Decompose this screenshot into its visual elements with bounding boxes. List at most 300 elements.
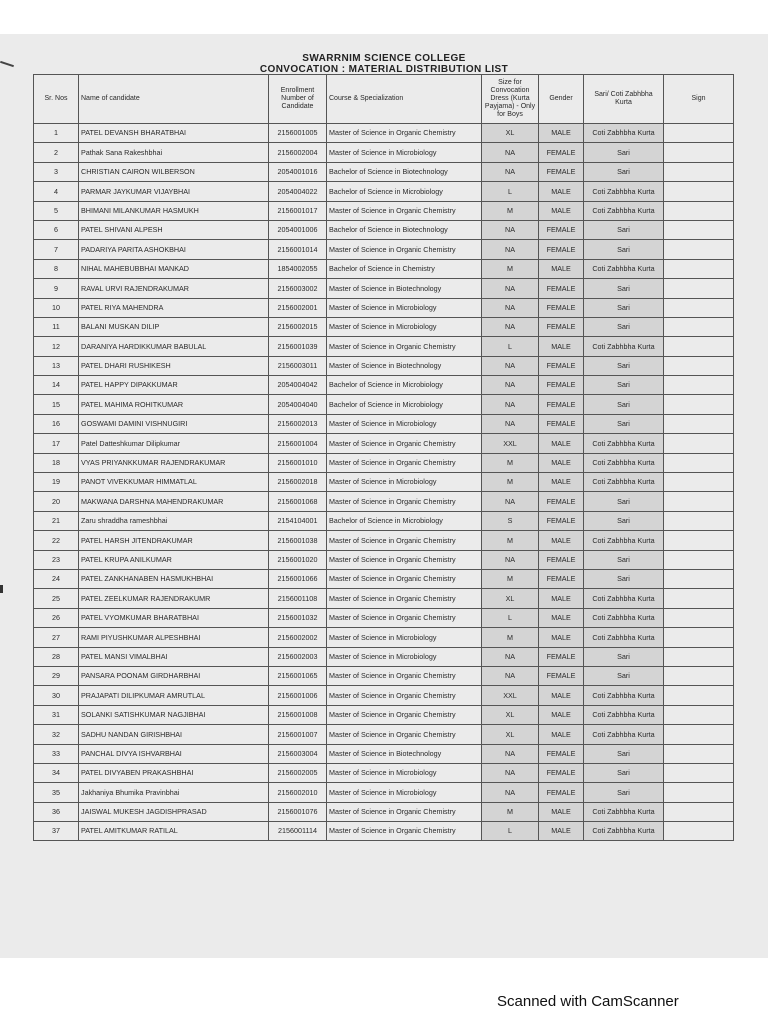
cell-name: PATEL DEVANSH BHARATBHAI <box>79 124 269 143</box>
table-row <box>34 822 734 841</box>
cell-sr: 11 <box>34 317 79 336</box>
cell-size: XL <box>482 589 539 608</box>
cell-course: Master of Science in Microbiology <box>327 783 482 802</box>
cell-sr: 1 <box>34 124 79 143</box>
cell-course: Bachelor of Science in Microbiology <box>327 376 482 395</box>
cell-size: XL <box>482 124 539 143</box>
cell-name: PADARIYA PARITA ASHOKBHAI <box>79 240 269 259</box>
cell-gender: FEMALE <box>539 569 584 588</box>
cell-name: PATEL DIVYABEN PRAKASHBHAI <box>79 763 269 782</box>
cell-size: NA <box>482 763 539 782</box>
cell-gender: MALE <box>539 822 584 841</box>
cell-gender: FEMALE <box>539 143 584 162</box>
cell-course: Master of Science in Organic Chemistry <box>327 434 482 453</box>
cell-name: JAISWAL MUKESH JAGDISHPRASAD <box>79 802 269 821</box>
cell-sr: 31 <box>34 705 79 724</box>
cell-size: NA <box>482 395 539 414</box>
cell-sr: 20 <box>34 492 79 511</box>
cell-size: M <box>482 473 539 492</box>
cell-course: Bachelor of Science in Microbiology <box>327 395 482 414</box>
cell-enrollment: 2156003002 <box>269 279 327 298</box>
cell-size: XXL <box>482 686 539 705</box>
cell-enrollment: 2156002018 <box>269 473 327 492</box>
cell-sign <box>664 414 734 433</box>
cell-gender: MALE <box>539 434 584 453</box>
header-gender: Gender <box>539 75 584 124</box>
cell-course: Master of Science in Organic Chemistry <box>327 337 482 356</box>
cell-name: PATEL MANSI VIMALBHAI <box>79 647 269 666</box>
cell-name: PATEL DHARI RUSHIKESH <box>79 356 269 375</box>
cell-gender: FEMALE <box>539 356 584 375</box>
cell-name: PATEL KRUPA ANILKUMAR <box>79 550 269 569</box>
table-body <box>34 124 734 841</box>
cell-enrollment: 2156003011 <box>269 356 327 375</box>
cell-gender: FEMALE <box>539 395 584 414</box>
cell-size: NA <box>482 783 539 802</box>
cell-sr: 33 <box>34 744 79 763</box>
cell-course: Master of Science in Microbiology <box>327 647 482 666</box>
cell-name: BHIMANI MILANKUMAR HASMUKH <box>79 201 269 220</box>
cell-size: XL <box>482 725 539 744</box>
cell-gender: FEMALE <box>539 550 584 569</box>
cell-gender: FEMALE <box>539 220 584 239</box>
cell-sr: 22 <box>34 531 79 550</box>
cell-size: NA <box>482 220 539 239</box>
cell-sign <box>664 395 734 414</box>
cell-item: Sari <box>584 550 664 569</box>
cell-sign <box>664 473 734 492</box>
cell-sr: 28 <box>34 647 79 666</box>
cell-size: NA <box>482 162 539 181</box>
cell-course: Master of Science in Organic Chemistry <box>327 589 482 608</box>
cell-sign <box>664 822 734 841</box>
cell-size: M <box>482 802 539 821</box>
cell-size: NA <box>482 376 539 395</box>
cell-sr: 10 <box>34 298 79 317</box>
cell-sr: 19 <box>34 473 79 492</box>
table-row <box>34 414 734 433</box>
cell-sr: 23 <box>34 550 79 569</box>
cell-sr: 35 <box>34 783 79 802</box>
cell-enrollment: 2156002003 <box>269 647 327 666</box>
cell-sign <box>664 201 734 220</box>
cell-course: Master of Science in Microbiology <box>327 763 482 782</box>
table-row <box>34 531 734 550</box>
cell-sign <box>664 492 734 511</box>
header-sr: Sr. Nos <box>34 75 79 124</box>
cell-name: VYAS PRIYANKKUMAR RAJENDRAKUMAR <box>79 453 269 472</box>
cell-sign <box>664 240 734 259</box>
header-sari: Sari/ Coti Zabhbha Kurta <box>584 75 664 124</box>
cell-item: Coti Zabhbha Kurta <box>584 531 664 550</box>
cell-sr: 14 <box>34 376 79 395</box>
cell-enrollment: 2156001017 <box>269 201 327 220</box>
cell-sign <box>664 453 734 472</box>
cell-sign <box>664 376 734 395</box>
cell-name: Jakhaniya Bhumika Pravinbhai <box>79 783 269 802</box>
cell-name: SADHU NANDAN GIRISHBHAI <box>79 725 269 744</box>
cell-gender: FEMALE <box>539 744 584 763</box>
cell-item: Coti Zabhbha Kurta <box>584 473 664 492</box>
cell-size: XL <box>482 705 539 724</box>
cell-name: PANSARA POONAM GIRDHARBHAI <box>79 666 269 685</box>
cell-enrollment: 2054004022 <box>269 182 327 201</box>
cell-enrollment: 2156001038 <box>269 531 327 550</box>
table-row <box>34 783 734 802</box>
cell-name: PARMAR JAYKUMAR VIJAYBHAI <box>79 182 269 201</box>
cell-item: Sari <box>584 317 664 336</box>
cell-size: M <box>482 453 539 472</box>
cell-size: L <box>482 182 539 201</box>
cell-sr: 25 <box>34 589 79 608</box>
cell-enrollment: 2156002010 <box>269 783 327 802</box>
table-row <box>34 802 734 821</box>
bottom-margin <box>0 958 768 1024</box>
cell-enrollment: 2156001006 <box>269 686 327 705</box>
cell-course: Master of Science in Organic Chemistry <box>327 124 482 143</box>
table-row <box>34 201 734 220</box>
cell-name: PATEL HARSH JITENDRAKUMAR <box>79 531 269 550</box>
cell-size: M <box>482 569 539 588</box>
cell-sign <box>664 337 734 356</box>
table-row <box>34 453 734 472</box>
cell-size: L <box>482 608 539 627</box>
table-row <box>34 705 734 724</box>
cell-course: Master of Science in Organic Chemistry <box>327 822 482 841</box>
cell-course: Master of Science in Organic Chemistry <box>327 453 482 472</box>
cell-gender: MALE <box>539 725 584 744</box>
cell-name: RAMI PIYUSHKUMAR ALPESHBHAI <box>79 628 269 647</box>
cell-gender: MALE <box>539 201 584 220</box>
cell-item: Coti Zabhbha Kurta <box>584 259 664 278</box>
cell-size: NA <box>482 240 539 259</box>
cell-gender: FEMALE <box>539 492 584 511</box>
cell-course: Master of Science in Organic Chemistry <box>327 666 482 685</box>
cell-enrollment: 2156001065 <box>269 666 327 685</box>
table-row <box>34 628 734 647</box>
cell-item: Sari <box>584 220 664 239</box>
cell-item: Coti Zabhbha Kurta <box>584 182 664 201</box>
cell-sr: 16 <box>34 414 79 433</box>
cell-size: NA <box>482 666 539 685</box>
cell-course: Master of Science in Biotechnology <box>327 356 482 375</box>
cell-item: Sari <box>584 763 664 782</box>
cell-sign <box>664 162 734 181</box>
cell-item: Sari <box>584 162 664 181</box>
cell-sr: 12 <box>34 337 79 356</box>
cell-sr: 24 <box>34 569 79 588</box>
cell-item: Sari <box>584 414 664 433</box>
cell-item: Sari <box>584 356 664 375</box>
cell-name: PANCHAL DIVYA ISHVARBHAI <box>79 744 269 763</box>
cell-enrollment: 2054001006 <box>269 220 327 239</box>
cell-size: NA <box>482 647 539 666</box>
cell-size: M <box>482 259 539 278</box>
header-size: Size for Convocation Dress (Kurta Payjama) - Only for Boys <box>482 75 539 124</box>
header-enrollment: Enrollment Number of Candidate <box>269 75 327 124</box>
cell-enrollment: 2156001004 <box>269 434 327 453</box>
cell-gender: FEMALE <box>539 279 584 298</box>
cell-item: Coti Zabhbha Kurta <box>584 434 664 453</box>
table-row <box>34 182 734 201</box>
cell-sr: 29 <box>34 666 79 685</box>
cell-sr: 36 <box>34 802 79 821</box>
cell-enrollment: 2156002013 <box>269 414 327 433</box>
table-row <box>34 434 734 453</box>
cell-course: Bachelor of Science in Microbiology <box>327 511 482 530</box>
cell-gender: FEMALE <box>539 298 584 317</box>
cell-gender: MALE <box>539 705 584 724</box>
cell-sr: 37 <box>34 822 79 841</box>
cell-item: Sari <box>584 492 664 511</box>
table-row <box>34 647 734 666</box>
cell-item: Coti Zabhbha Kurta <box>584 453 664 472</box>
cell-name: PRAJAPATI DILIPKUMAR AMRUTLAL <box>79 686 269 705</box>
camscanner-watermark: Scanned with CamScanner <box>497 993 679 1010</box>
cell-gender: FEMALE <box>539 240 584 259</box>
cell-course: Master of Science in Biotechnology <box>327 279 482 298</box>
cell-size: NA <box>482 492 539 511</box>
cell-item: Sari <box>584 376 664 395</box>
cell-course: Master of Science in Organic Chemistry <box>327 201 482 220</box>
cell-item: Coti Zabhbha Kurta <box>584 822 664 841</box>
cell-name: Patel Datteshkumar Dilipkumar <box>79 434 269 453</box>
cell-sign <box>664 686 734 705</box>
cell-gender: MALE <box>539 473 584 492</box>
cell-sign <box>664 511 734 530</box>
cell-sign <box>664 298 734 317</box>
cell-enrollment: 2156001068 <box>269 492 327 511</box>
header-course: Course & Specialization <box>327 75 482 124</box>
cell-size: L <box>482 822 539 841</box>
cell-gender: MALE <box>539 531 584 550</box>
cell-course: Master of Science in Microbiology <box>327 143 482 162</box>
cell-size: NA <box>482 317 539 336</box>
cell-size: M <box>482 628 539 647</box>
cell-sign <box>664 589 734 608</box>
table-row <box>34 162 734 181</box>
table-row <box>34 686 734 705</box>
cell-sign <box>664 182 734 201</box>
college-title: SWARRNIM SCIENCE COLLEGE <box>302 53 466 64</box>
cell-enrollment: 2054004040 <box>269 395 327 414</box>
cell-item: Coti Zabhbha Kurta <box>584 725 664 744</box>
cell-item: Sari <box>584 647 664 666</box>
table-row <box>34 550 734 569</box>
cell-gender: FEMALE <box>539 317 584 336</box>
cell-item: Sari <box>584 666 664 685</box>
cell-sr: 21 <box>34 511 79 530</box>
cell-enrollment: 2156002002 <box>269 628 327 647</box>
cell-gender: MALE <box>539 628 584 647</box>
cell-sign <box>664 608 734 627</box>
cell-sr: 3 <box>34 162 79 181</box>
cell-enrollment: 2156001008 <box>269 705 327 724</box>
list-title: CONVOCATION : MATERIAL DISTRIBUTION LIST <box>259 64 509 75</box>
cell-gender: FEMALE <box>539 763 584 782</box>
cell-sr: 2 <box>34 143 79 162</box>
cell-sr: 7 <box>34 240 79 259</box>
cell-gender: MALE <box>539 608 584 627</box>
cell-enrollment: 2156001108 <box>269 589 327 608</box>
cell-sign <box>664 647 734 666</box>
cell-course: Master of Science in Microbiology <box>327 473 482 492</box>
table-row <box>34 317 734 336</box>
cell-sign <box>664 259 734 278</box>
cell-name: PATEL MAHIMA ROHITKUMAR <box>79 395 269 414</box>
cell-name: BALANI MUSKAN DILIP <box>79 317 269 336</box>
header-sign: Sign <box>664 75 734 124</box>
cell-gender: MALE <box>539 589 584 608</box>
cell-enrollment: 2156002005 <box>269 763 327 782</box>
cell-sr: 6 <box>34 220 79 239</box>
cell-course: Master of Science in Organic Chemistry <box>327 531 482 550</box>
cell-sign <box>664 783 734 802</box>
cell-sr: 5 <box>34 201 79 220</box>
cell-course: Master of Science in Organic Chemistry <box>327 550 482 569</box>
cell-enrollment: 2156001010 <box>269 453 327 472</box>
cell-sign <box>664 531 734 550</box>
cell-enrollment: 2154104001 <box>269 511 327 530</box>
cell-size: M <box>482 531 539 550</box>
cell-size: XXL <box>482 434 539 453</box>
cell-course: Master of Science in Organic Chemistry <box>327 705 482 724</box>
cell-enrollment: 2156002001 <box>269 298 327 317</box>
cell-size: NA <box>482 143 539 162</box>
cell-sign <box>664 763 734 782</box>
cell-enrollment: 2156001114 <box>269 822 327 841</box>
cell-item: Coti Zabhbha Kurta <box>584 802 664 821</box>
table-row <box>34 220 734 239</box>
cell-enrollment: 2156001007 <box>269 725 327 744</box>
table-row <box>34 298 734 317</box>
cell-enrollment: 2054001016 <box>269 162 327 181</box>
cell-enrollment: 2156003004 <box>269 744 327 763</box>
cell-sr: 34 <box>34 763 79 782</box>
cell-enrollment: 1854002055 <box>269 259 327 278</box>
cell-sr: 4 <box>34 182 79 201</box>
cell-course: Master of Science in Organic Chemistry <box>327 802 482 821</box>
cell-gender: FEMALE <box>539 647 584 666</box>
cell-name: SOLANKI SATISHKUMAR NAGJIBHAI <box>79 705 269 724</box>
cell-name: PATEL ZEELKUMAR RAJENDRAKUMR <box>79 589 269 608</box>
cell-course: Master of Science in Microbiology <box>327 317 482 336</box>
cell-item: Coti Zabhbha Kurta <box>584 705 664 724</box>
cell-gender: MALE <box>539 124 584 143</box>
cell-sr: 32 <box>34 725 79 744</box>
cell-course: Master of Science in Microbiology <box>327 414 482 433</box>
cell-name: PATEL AMITKUMAR RATILAL <box>79 822 269 841</box>
table-row <box>34 279 734 298</box>
cell-name: PATEL SHIVANI ALPESH <box>79 220 269 239</box>
cell-enrollment: 2156001014 <box>269 240 327 259</box>
cell-sr: 30 <box>34 686 79 705</box>
table-row <box>34 744 734 763</box>
cell-gender: FEMALE <box>539 666 584 685</box>
cell-name: CHRISTIAN CAIRON WILBERSON <box>79 162 269 181</box>
table-row <box>34 124 734 143</box>
cell-sign <box>664 124 734 143</box>
cell-sr: 13 <box>34 356 79 375</box>
distribution-table <box>33 74 734 841</box>
cell-item: Sari <box>584 744 664 763</box>
cell-gender: MALE <box>539 802 584 821</box>
table-row <box>34 376 734 395</box>
cell-enrollment: 2054004042 <box>269 376 327 395</box>
table-row <box>34 473 734 492</box>
cell-sr: 15 <box>34 395 79 414</box>
cell-enrollment: 2156001066 <box>269 569 327 588</box>
cell-sign <box>664 628 734 647</box>
cell-name: DARANIYA HARDIKKUMAR BABULAL <box>79 337 269 356</box>
cell-sign <box>664 802 734 821</box>
table-row <box>34 511 734 530</box>
cell-sr: 26 <box>34 608 79 627</box>
cell-name: Pathak Sana Rakeshbhai <box>79 143 269 162</box>
cell-course: Master of Science in Microbiology <box>327 298 482 317</box>
table-row <box>34 395 734 414</box>
cell-gender: MALE <box>539 182 584 201</box>
cell-enrollment: 2156001039 <box>269 337 327 356</box>
cell-gender: FEMALE <box>539 783 584 802</box>
cell-size: NA <box>482 298 539 317</box>
cell-item: Sari <box>584 143 664 162</box>
cell-gender: MALE <box>539 259 584 278</box>
cell-item: Coti Zabhbha Kurta <box>584 686 664 705</box>
cell-name: PATEL ZANKHANABEN HASMUKHBHAI <box>79 569 269 588</box>
cell-gender: MALE <box>539 337 584 356</box>
cell-sr: 8 <box>34 259 79 278</box>
cell-item: Sari <box>584 279 664 298</box>
cell-course: Master of Science in Organic Chemistry <box>327 240 482 259</box>
cell-item: Coti Zabhbha Kurta <box>584 589 664 608</box>
cell-gender: FEMALE <box>539 376 584 395</box>
cell-item: Coti Zabhbha Kurta <box>584 124 664 143</box>
cell-name: RAVAL URVI RAJENDRAKUMAR <box>79 279 269 298</box>
cell-size: NA <box>482 744 539 763</box>
cell-sign <box>664 143 734 162</box>
cell-item: Coti Zabhbha Kurta <box>584 337 664 356</box>
table-header-row <box>34 75 734 124</box>
table-row <box>34 725 734 744</box>
cell-course: Master of Science in Organic Chemistry <box>327 569 482 588</box>
table-row <box>34 259 734 278</box>
header-name: Name of candidate <box>79 75 269 124</box>
cell-sign <box>664 279 734 298</box>
cell-item: Coti Zabhbha Kurta <box>584 628 664 647</box>
cell-enrollment: 2156002004 <box>269 143 327 162</box>
cell-gender: FEMALE <box>539 414 584 433</box>
cell-enrollment: 2156001076 <box>269 802 327 821</box>
table-row <box>34 356 734 375</box>
cell-course: Bachelor of Science in Biotechnology <box>327 220 482 239</box>
pen-mark <box>0 585 3 593</box>
cell-size: L <box>482 337 539 356</box>
cell-course: Master of Science in Organic Chemistry <box>327 686 482 705</box>
cell-name: PATEL VYOMKUMAR BHARATBHAI <box>79 608 269 627</box>
cell-item: Sari <box>584 569 664 588</box>
cell-sign <box>664 744 734 763</box>
cell-gender: MALE <box>539 686 584 705</box>
cell-item: Sari <box>584 240 664 259</box>
cell-item: Sari <box>584 395 664 414</box>
cell-name: MAKWANA DARSHNA MAHENDRAKUMAR <box>79 492 269 511</box>
cell-item: Coti Zabhbha Kurta <box>584 608 664 627</box>
cell-item: Sari <box>584 511 664 530</box>
cell-name: PATEL HAPPY DIPAKKUMAR <box>79 376 269 395</box>
cell-name: Zaru shraddha rameshbhai <box>79 511 269 530</box>
cell-item: Sari <box>584 783 664 802</box>
